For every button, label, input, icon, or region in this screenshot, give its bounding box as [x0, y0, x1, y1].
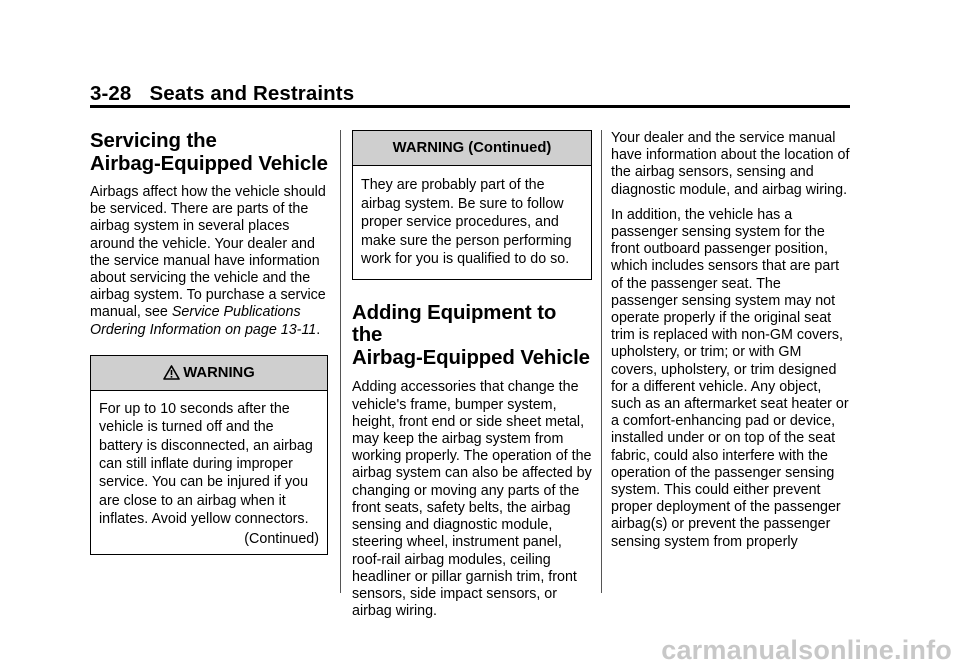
warning-continued-box	[352, 130, 592, 280]
warning-box	[90, 355, 328, 555]
column-1	[90, 130, 328, 555]
warning-body: For up to 10 seconds after the vehicle is turned off and the battery is disconnected, an airbag can still inflate during improper service. You can be injured if you are close to an airbag when it inflates. Avoid yellow connectors. (Continued)	[99, 400, 319, 547]
header-rule	[90, 105, 850, 108]
chapter-title: Seats and Restraints	[149, 82, 355, 105]
warning-header	[91, 356, 327, 391]
section-title-adding-equipment: Adding Equipment to the Airbag-Equipped Vehicle	[352, 301, 590, 369]
column-3	[611, 130, 851, 551]
cross-reference-link[interactable]: Service Publications Ordering Information on page 13-11	[90, 304, 317, 338]
warning-heading: WARNING	[183, 364, 255, 381]
section-title-servicing: Servicing the Airbag-Equipped Vehicle	[90, 130, 328, 175]
adding-equipment-body: Adding accessories that change the vehicle's frame, bumper system, height, front end or side sheet metal, may keep the airbag system from working properly. The operation of the airbag system can also be affected by changing or moving any parts of the front seats, safety belts, the airbag sensing and diagnostic module, steering wheel, instrument panel, roof-rail airbag modules, ceiling headliner or pillar garnish trim, front sensors, side impact sensors, or airbag wiring.	[352, 379, 592, 620]
paragraph-passenger-sensing: In addition, the vehicle has a passenger sensing system for the front outboard passenger position, which includes sensors that are part of the passenger seat. The passenger sensing system may not operate properly if the original seat trim is replaced with non-GM covers, upholstery, or trim; or with GM covers, upholstery, or trim designed for a different vehicle. Any object, such as an aftermarket seat heater or a comfort-enhancing pad or device, installed under or on top of the seat fabric, could also interfere with the operation of the passenger sensing system. This could either prevent proper deployment of the passenger airbag(s) or prevent the passenger sensing system from properly	[611, 206, 849, 550]
warning-triangle-icon	[163, 365, 180, 380]
warning-continued-body: They are probably part of the airbag system. Be sure to follow proper service procedures, and make sure the person performing work for you is qualified to do so.	[361, 177, 572, 268]
paragraph-sensors-location: Your dealer and the service manual have information about the location of the airbag sensors, sensing and diagnostic module, and airbag wiring.	[611, 130, 850, 198]
warning-continued-header: WARNING (Continued)	[353, 131, 591, 166]
continued-label: (Continued)	[244, 530, 319, 547]
servicing-body: Airbags affect how the vehicle should be serviced. There are parts of the airbag system in several places around the vehicle. Your dealer and the service manual have information about servicing the vehicle and the airbag system. To purchase a service manual, see Service Publications Ordering Information on page 13-11.	[90, 184, 326, 338]
page-header	[90, 82, 354, 106]
column-divider	[601, 130, 602, 593]
watermark: carmanualsonline.info	[661, 635, 952, 665]
column-2	[352, 130, 592, 620]
column-divider	[340, 130, 341, 593]
page-number: 3-28	[90, 82, 132, 105]
